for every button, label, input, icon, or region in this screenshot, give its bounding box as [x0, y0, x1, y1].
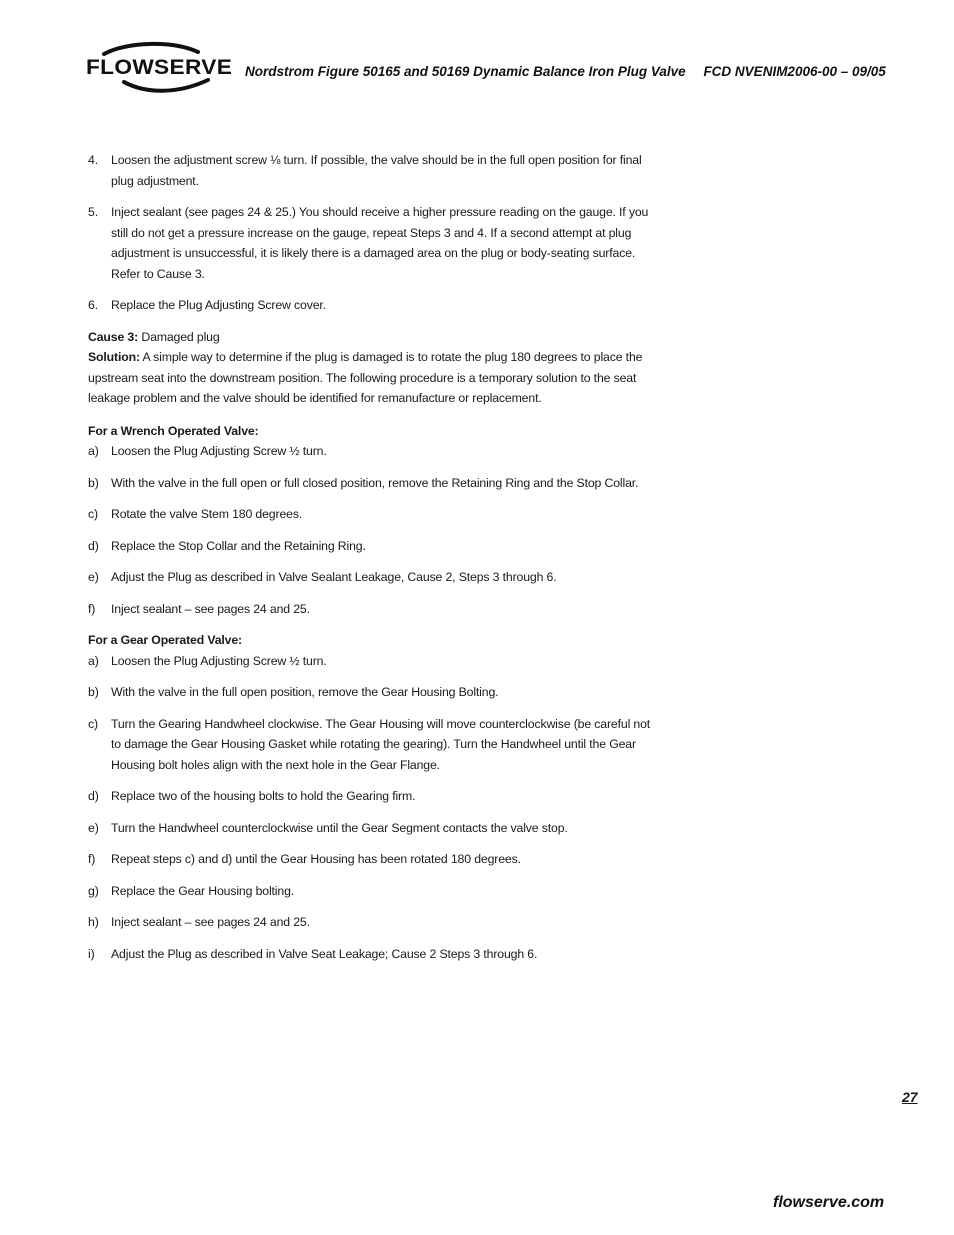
page-header: [245, 64, 885, 79]
list-text: Loosen the Plug Adjusting Screw ½ turn.: [111, 444, 327, 458]
list-marker: d): [88, 538, 99, 553]
list-item: [88, 786, 653, 807]
gear-heading: For a Gear Operated Valve:: [88, 633, 242, 647]
document-title: Nordstrom Figure 50165 and 50169 Dynamic Balance Iron Plug Valve: [245, 64, 686, 79]
list-item: [88, 849, 653, 870]
wrench-heading: For a Wrench Operated Valve:: [88, 423, 259, 438]
list-item: [88, 504, 653, 525]
list-marker: f): [88, 852, 96, 866]
list-marker: g): [88, 883, 99, 898]
list-marker: c): [88, 507, 98, 521]
list-text: Replace the Plug Adjusting Screw cover.: [111, 298, 326, 312]
list-item: [88, 912, 653, 933]
list-marker: d): [88, 789, 99, 803]
solution-text: A simple way to determine if the plug is damaged is to rotate the plug 180 degrees to place the upstream seat into the downstream position. The following procedure is a temporary solution to the seat leakage problem and the valve should be identified for remanufacture or replacement.: [88, 350, 643, 405]
list-item: [88, 714, 653, 776]
list-marker: f): [88, 601, 96, 616]
list-text: Loosen the adjustment screw ⅛ turn. If possible, the valve should be in the full open position for final plug adjustment.: [111, 153, 642, 188]
list-marker: e): [88, 570, 99, 584]
main-content: [88, 150, 653, 975]
list-text: Turn the Gearing Handwheel clockwise. The Gear Housing will move counterclockwise (be careful not to damage the Gear Housing Gasket while rotating the gearing). Turn the Handwheel until the Gear Housing bolt holes align with the next hole in the Gear Flange.: [111, 716, 651, 772]
list-item: [88, 150, 653, 191]
list-item: [88, 599, 653, 620]
flowserve-logo: [86, 40, 233, 96]
list-item: [88, 295, 653, 316]
list-text: Inject sealant – see pages 24 and 25.: [111, 915, 310, 929]
list-text: Inject sealant (see pages 24 & 25.) You should receive a higher pressure reading on the gauge. If you still do not get a pressure increase on the gauge, repeat Steps 3 and 4. If a second attempt at plug adjustment is unsuccessful, it is likely there is a damaged area on the plug or body-seating surface. Refer to Cause 3.: [111, 205, 649, 281]
list-marker: 6.: [88, 298, 98, 312]
logo-wordmark: FLOWSERVE: [86, 56, 233, 79]
list-item: [88, 944, 653, 965]
footer-url[interactable]: flowserve.com: [773, 1194, 885, 1211]
list-text: Repeat steps c) and d) until the Gear Housing has been rotated 180 degrees.: [111, 852, 521, 866]
list-text: With the valve in the full open or full closed position, remove the Retaining Ring and the Stop Collar.: [111, 475, 639, 490]
list-marker: b): [88, 685, 99, 699]
cause-text: Damaged plug: [141, 329, 220, 344]
list-text: Adjust the Plug as described in Valve Seat Leakage; Cause 2 Steps 3 through 6.: [111, 946, 538, 961]
list-text: Adjust the Plug as described in Valve Sealant Leakage, Cause 2, Steps 3 through 6.: [111, 570, 557, 584]
list-text: Replace the Gear Housing bolting.: [111, 883, 295, 898]
list-item: [88, 473, 653, 494]
list-text: Loosen the Plug Adjusting Screw ½ turn.: [111, 653, 327, 668]
list-marker: 4.: [88, 153, 98, 167]
list-marker: a): [88, 444, 99, 458]
list-marker: i): [88, 946, 95, 961]
list-text: Inject sealant – see pages 24 and 25.: [111, 601, 310, 616]
cause-line: [88, 327, 653, 348]
list-marker: a): [88, 653, 99, 668]
list-text: Replace two of the housing bolts to hold the Gearing firm.: [111, 789, 416, 803]
list-item: [88, 818, 653, 839]
list-marker: 5.: [88, 205, 98, 219]
page-number: 27: [902, 1089, 918, 1105]
solution-line: [88, 347, 653, 409]
list-text: Replace the Stop Collar and the Retaining Ring.: [111, 538, 366, 553]
list-item: [88, 536, 653, 557]
cause-label: Cause 3:: [88, 329, 139, 344]
list-text: Rotate the valve Stem 180 degrees.: [111, 507, 303, 521]
cause-3-block: [88, 327, 653, 409]
list-item: [88, 567, 653, 588]
list-marker: c): [88, 716, 98, 731]
list-item: [88, 441, 653, 462]
list-marker: e): [88, 820, 99, 835]
list-marker: b): [88, 475, 99, 490]
solution-label: Solution:: [88, 350, 140, 364]
list-item: [88, 202, 653, 284]
list-item: [88, 682, 653, 703]
list-item: [88, 651, 653, 672]
list-marker: h): [88, 915, 99, 929]
document-code: FCD NVENIM2006-00 – 09/05: [703, 64, 886, 79]
list-text: Turn the Handwheel counterclockwise until the Gear Segment contacts the valve stop.: [111, 820, 568, 835]
list-text: With the valve in the full open position, remove the Gear Housing Bolting.: [111, 685, 499, 699]
list-item: [88, 881, 653, 902]
